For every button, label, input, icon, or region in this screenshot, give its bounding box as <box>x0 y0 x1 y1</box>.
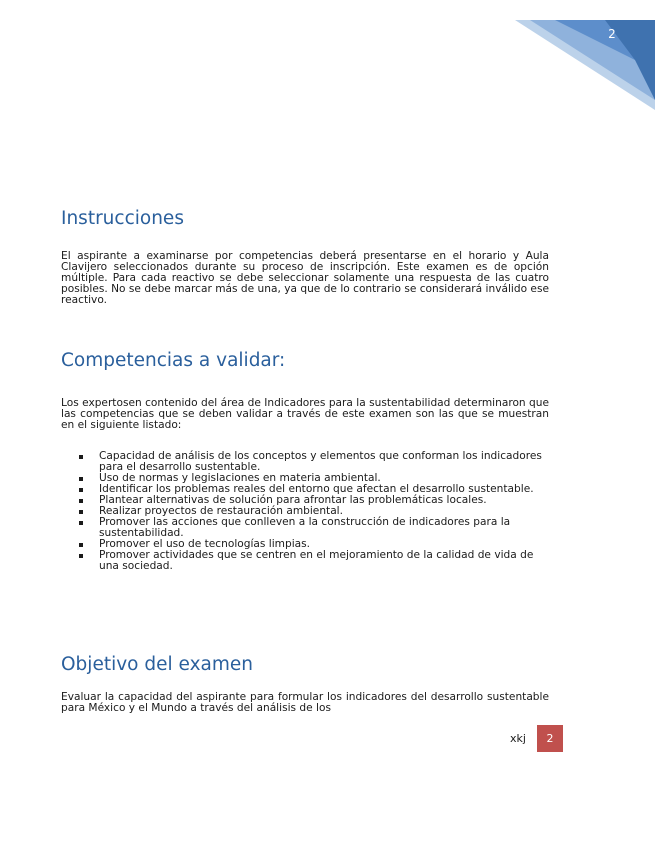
section-heading-instrucciones: Instrucciones <box>61 208 184 229</box>
list-item: Promover las acciones que conlleven a la construcción de indicadores para la sustentabilidad. <box>61 517 549 539</box>
footer-page-number: 2 <box>537 725 563 752</box>
bullet-icon <box>79 521 83 525</box>
list-item: Realizar proyectos de restauración ambiental. <box>61 506 549 517</box>
paragraph-competencias: Los expertosen contenido del área de Indicadores para la sustentabilidad determinaron que las competencias que se deben validar a través de este examen son las que se muestran en el siguiente listado: <box>61 397 549 431</box>
bullet-icon <box>79 543 83 547</box>
list-item: Promover el uso de tecnologías limpias. <box>61 539 549 550</box>
section-heading-objetivo: Objetivo del examen <box>61 654 253 675</box>
corner-decoration <box>515 0 655 110</box>
list-item: Identificar los problemas reales del entorno que afectan el desarrollo sustentable. <box>61 484 549 495</box>
bullet-icon <box>79 510 83 514</box>
section-heading-competencias: Competencias a validar: <box>61 350 286 371</box>
bullet-icon <box>79 488 83 492</box>
bullet-icon <box>79 477 83 481</box>
bullet-icon <box>79 455 83 459</box>
bullet-icon <box>79 499 83 503</box>
list-item: Plantear alternativas de solución para afrontar las problemáticas locales. <box>61 495 549 506</box>
bullet-icon <box>79 554 83 558</box>
competencias-list <box>61 451 549 572</box>
list-item: Capacidad de análisis de los conceptos y elementos que conforman los indicadores para el desarrollo sustentable. <box>61 451 549 473</box>
header-page-number: 2 <box>608 27 616 41</box>
paragraph-instrucciones: El aspirante a examinarse por competencias deberá presentarse en el horario y Aula Clavijero seleccionados durante su proceso de inscripción. Este examen es de opción múltiple. Para cada reactivo se debe seleccionar solamente una respuesta de las cuatro posibles. No se debe marcar más de una, ya que de lo contrario se considerará inválido ese reactivo. <box>61 250 549 306</box>
paragraph-objetivo: Evaluar la capacidad del aspirante para formular los indicadores del desarrollo sustentable para México y el Mundo a través del análisis de los <box>61 691 549 714</box>
list-item: Uso de normas y legislaciones en materia ambiental. <box>61 473 549 484</box>
footer-text: xkj <box>510 732 526 745</box>
list-item: Promover actividades que se centren en el mejoramiento de la calidad de vida de una sociedad. <box>61 550 549 572</box>
